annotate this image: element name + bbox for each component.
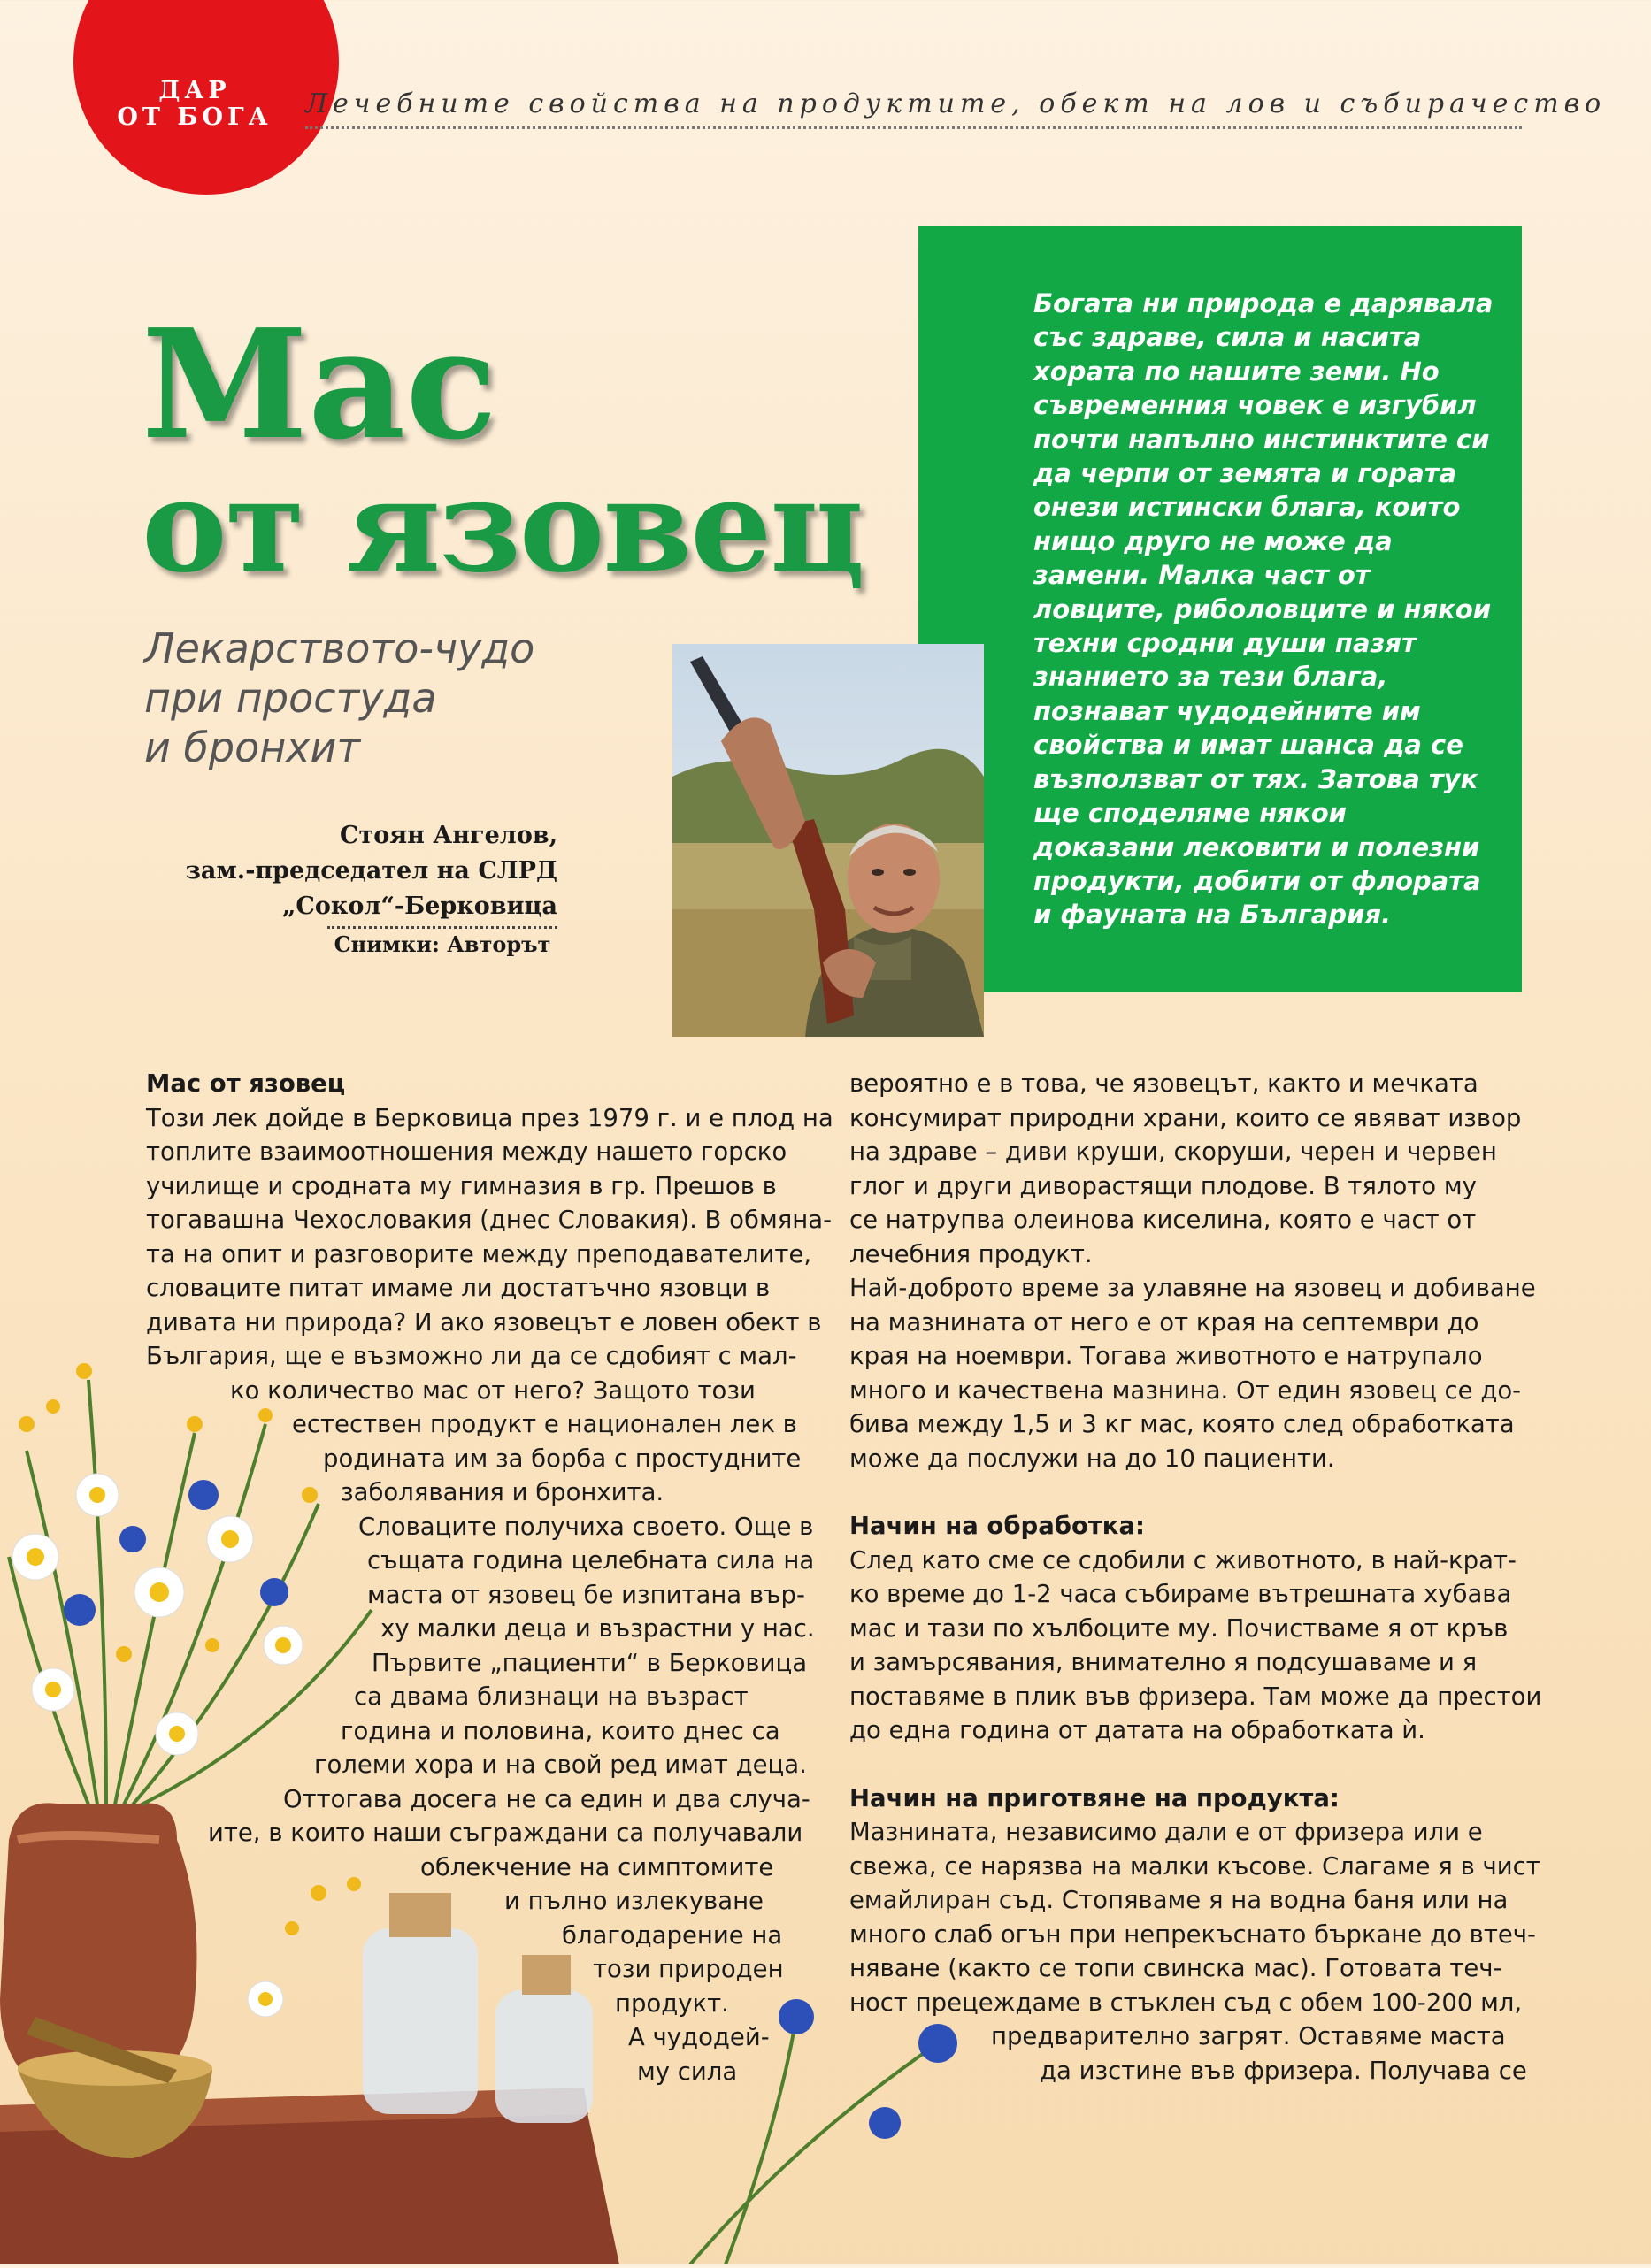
text-line: Мазнината, независимо дали е от фризера или е [849, 1818, 1483, 1846]
text-line: много и качествена мазнина. От един язовец се до- [849, 1375, 1522, 1405]
text-line: Най-доброто време за улавяне на язовец и добиване [849, 1274, 1536, 1302]
text-line: поставяме в плик във фризера. Там може да престои [849, 1682, 1542, 1711]
text-line: година и половина, които днес са [341, 1716, 780, 1745]
text-line: та на опит и разговорите между преподавателите, [146, 1239, 812, 1268]
byline [177, 818, 557, 961]
text-line: този природен [593, 1955, 784, 1983]
text-line: свежа, се нарязва на малки късове. Слагаме я в чист [849, 1851, 1540, 1881]
text-line: до една година от датата на обработката ѝ. [849, 1716, 1425, 1744]
right-paragraph-2 [849, 1544, 1542, 1748]
running-title: Лечебните свойства на продуктите, обект на лов и събирачество [305, 88, 1522, 129]
text-line: бива между 1,5 и 3 кг мас, която след обработката [849, 1410, 1515, 1438]
text-line: глог и други диворастящи плодове. В тялото му [849, 1171, 1477, 1200]
text-line: Този лек дойде в Берковица през 1979 г. и е плод на [146, 1103, 833, 1132]
text-line: мас и тази по хълбоците му. Почистваме я от кръв [849, 1613, 1509, 1643]
section-tag-line1: ДАР [158, 77, 231, 104]
text-line: След като сме се сдобили с животното, в най-крат- [849, 1545, 1517, 1575]
text-line: продукт. [615, 1988, 729, 2018]
section-heading: Мас от язовец [146, 1069, 346, 1098]
photos-credit: Снимки: Авторът [327, 926, 557, 961]
text-line: лечебния продукт. [849, 1239, 1093, 1268]
text-line: големи хора и на свой ред имат деца. [314, 1751, 807, 1779]
text-line: ко време до 1-2 часа събираме вътрешната хубава [849, 1580, 1512, 1608]
text-line: училище и сродната му гимназия в гр. Прешов в [146, 1171, 777, 1200]
text-line: емайлиран съд. Стопяваме я на водна баня или на [849, 1886, 1509, 1914]
text-line: му сила [637, 2057, 738, 2086]
text-line: дивата ни природа? И ако язовецът е ловен обект в [146, 1307, 822, 1337]
text-line: Първите „пациенти“ в Берковица [372, 1648, 808, 1677]
author-role: зам.-председател на СЛРД [185, 857, 557, 885]
text-line: тогавашна Чехословакия (днес Словакия). В обмяна- [146, 1206, 832, 1234]
text-line: естествен продукт е национален лек в [292, 1410, 797, 1438]
text-line: да изстине във фризера. Получава се [1040, 2056, 1527, 2085]
right-column [849, 1067, 1542, 2088]
right-paragraph-3 [849, 1815, 1540, 2088]
text-line: А чудодей- [628, 2023, 770, 2051]
subtitle-line: и бронхит [144, 724, 361, 771]
text-line: Словаците получиха своето. Още в [358, 1512, 814, 1541]
intro-text: Богата ни природа е дарявала със здраве, сила и насита хората по нашите земи. Но съвременния човек е изгубил почти напълно инстинктите си да черпи от земята и гората онези истински блага, които нищо друго не може да замени. Малка част от ловците, риболовците и някои техни сродни души пазят знанието за тези блага, познават чудодейните им свойства и имат шанса да се възползват от тях. Затова тук ще споделяме някои доказани лековити и полезни продукти, добити от флората и фауната на България. [1033, 288, 1494, 931]
text-line: много слаб огън при непрекъснато бъркане до втеч- [849, 1919, 1536, 1949]
author-name: Стоян Ангелов, [339, 822, 557, 849]
text-line: ите, в които наши съграждани са получавали [208, 1819, 803, 1847]
right-paragraph-1 [849, 1067, 1536, 1475]
article-title [142, 296, 920, 601]
text-line: вероятно е в това, че язовецът, както и мечката [849, 1069, 1478, 1098]
text-line: и замърсявания, внимателно я подсушаваме и я [849, 1648, 1478, 1676]
section-heading: Начин на обработка: [849, 1512, 1146, 1540]
text-line: на здраве – диви круши, скоруши, черен и червен [849, 1138, 1497, 1166]
title-line1: Мас [142, 296, 497, 473]
text-line: са двама близнаци на възраст [354, 1682, 749, 1711]
text-line: предварително загрят. Оставяме маста [991, 2022, 1506, 2050]
text-line: облекчение на симптомите [420, 1852, 774, 1881]
article-subtitle [144, 624, 604, 772]
text-line: България, ще е възможно ли да се сдобият с мал- [146, 1342, 797, 1370]
section-heading: Начин на приготвяне на продукта: [849, 1783, 1340, 1812]
text-line: консумират природни храни, които се явяват извор [849, 1103, 1522, 1132]
text-line: ност прецеждаме в стъклен съд с обем 100-200 мл, [849, 1988, 1523, 2017]
left-column-text [146, 1101, 833, 2089]
text-line: маста от язовец бе изпитана вър- [367, 1580, 805, 1609]
text-line: благодарение на [562, 1920, 783, 1950]
text-line: няване (както се топи свинска мас). Готовата теч- [849, 1954, 1502, 1982]
subtitle-line: Лекарството-чудо [144, 624, 535, 672]
author-org: „Сокол“-Берковица [281, 893, 557, 920]
text-line: заболявания и бронхита. [341, 1478, 664, 1506]
left-column [146, 1067, 833, 2088]
text-line: Оттогава досега не са един и два случа- [283, 1784, 810, 1813]
title-line2: от язовец [142, 451, 864, 601]
text-line: топлите взаимоотношения между нашето горско [146, 1138, 787, 1166]
section-tag-line2: ОТ БОГА [117, 103, 273, 131]
text-line: на мазнината от него е от края на септември до [849, 1307, 1479, 1337]
text-line: и пълно излекуване [504, 1887, 764, 1915]
subtitle-line: при простуда [144, 674, 437, 722]
section-tag [106, 78, 283, 131]
text-line: същата година целебната сила на [367, 1546, 815, 1575]
hunter-photo [672, 644, 984, 1037]
text-line: може да послужи на до 10 пациенти. [849, 1444, 1335, 1473]
text-line: се натрупва олеинова киселина, която е част от [849, 1206, 1477, 1234]
text-line: ху малки деца и възрастни у нас. [380, 1614, 815, 1643]
text-line: края на ноември. Тогава животното е натрупало [849, 1342, 1483, 1370]
text-line: словаците питат имаме ли достатъчно язовци в [146, 1274, 771, 1302]
text-line: ко количество мас от него? Защото този [230, 1375, 756, 1405]
text-line: родината им за борба с простудните [323, 1444, 802, 1473]
